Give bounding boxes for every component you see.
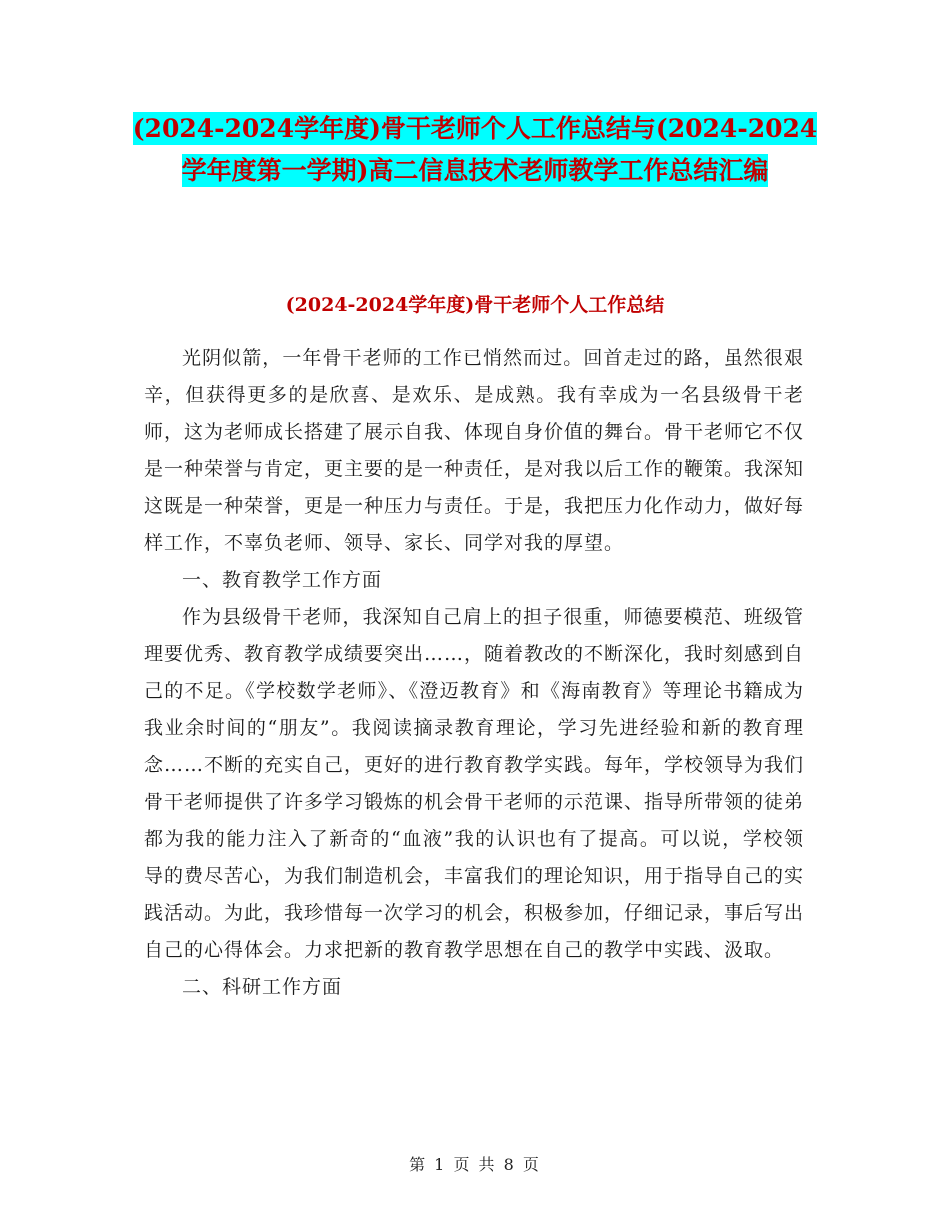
document-body [144,340,804,1006]
heading-teaching: 一、教育教学工作方面 [182,569,383,591]
heading-research: 二、科研工作方面 [182,976,343,998]
section-title: (2024-2024学年度)骨干老师个人工作总结 [285,294,665,316]
document-title [130,108,820,192]
page-footer: 第 1 页 共 8 页 [409,1155,541,1174]
title-highlight: (2024-2024学年度)骨干老师个人工作总结与(2024-2024学年度第一学期)高二信息技术老师教学工作总结汇编 [132,114,818,185]
paragraph-teaching: 作为县级骨干老师，我深知自己肩上的担子很重，师德要模范、班级管理要优秀、教育教学成绩要突出……，随着教改的不断深化，我时刻感到自己的不足。《学校数学老师》、《澄迈教育》和《海南教育》等理论书籍成为我业余时间的“朋友”。我阅读摘录教育理论，学习先进经验和新的教育理念……不断的充实自己，更好的进行教育教学实践。每年，学校领导为我们骨干老师提供了许多学习锻炼的机会骨干老师的示范课、指导所带领的徒弟都为我的能力注入了新奇的“血液”我的认识也有了提高。可以说，学校领导的费尽苦心，为我们制造机会，丰富我们的理论知识，用于指导自己的实践活动。为此，我珍惜每一次学习的机会，积极参加，仔细记录，事后写出自己的心得体会。力求把新的教育教学思想在自己的教学中实践、汲取。 [144,606,805,961]
paragraph-intro: 光阴似箭，一年骨干老师的工作已悄然而过。回首走过的路，虽然很艰辛，但获得更多的是欣喜、是欢乐、是成熟。我有幸成为一名县级骨干老师，这为老师成长搭建了展示自我、体现自身价值的舞台。骨干老师它不仅是一种荣誉与肯定，更主要的是一种责任，是对我以后工作的鞭策。我深知这既是一种荣誉，更是一种压力与责任。于是，我把压力化作动力，做好每样工作，不辜负老师、领导、家长、同学对我的厚望。 [144,347,805,554]
